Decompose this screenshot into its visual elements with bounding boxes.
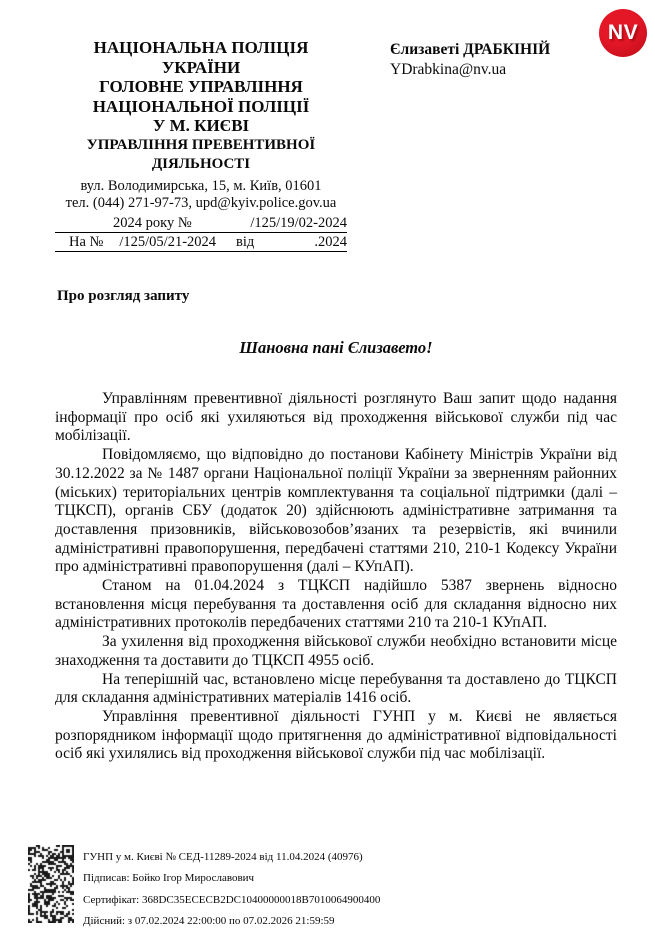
paragraph: На теперішній час, встановлено місце перебування та доставлено до ТЦКСП для складання адміністративних матеріалів 1416 осіб.	[55, 670, 617, 707]
outgoing-date-label: 2024 року №	[113, 214, 192, 231]
org-line: УКРАЇНИ	[161, 57, 241, 77]
paragraph: Повідомляємо, що відповідно до постанови Кабінету Міністрів України від 30.12.2022 за № 1487 органи Національної поліції України за зверненням районних (міських) територіальних центрів комплектування та соціальної підтримки (далі – ТЦКСП), органів СБУ (додаток 20) здійснюють адміністративне затримання та доставлення призовників, військовозобов’язаних та резервістів, які вчинили адміністративні правопорушення, передбачені статтями 210, 210-1 Кодексу України про адміністративні правопорушення (далі – КУпАП).	[55, 446, 617, 576]
org-line: НАЦІОНАЛЬНА ПОЛІЦІЯ	[93, 38, 309, 57]
org-line: НАЦІОНАЛЬНОЇ ПОЛІЦІЇ	[92, 96, 310, 116]
org-contact: тел. (044) 271-97-73, upd@kyiv.police.gov.ua	[65, 195, 337, 211]
recipient-block	[390, 40, 550, 80]
subject-line: Про розгляд запиту	[57, 288, 190, 304]
letter-body	[55, 390, 617, 764]
incoming-ref-line	[55, 233, 347, 252]
org-name-department	[55, 136, 347, 174]
letterhead	[55, 38, 347, 252]
org-address-block	[55, 178, 347, 213]
stamp-signer: Підписав: Бойко Ігор Мирославович	[83, 872, 255, 885]
nv-logo-text: NV	[607, 21, 639, 44]
nv-logo-icon	[599, 9, 647, 57]
outgoing-ref-line	[55, 214, 347, 233]
salutation: Шановна пані Єлизавето!	[239, 338, 433, 357]
paragraph: Управлінням превентивної діяльності розглянуто Ваш запит щодо надання інформації про осіб які ухиляються від проходження військової служби під час мобілізації.	[55, 390, 617, 445]
qr-code-icon	[28, 845, 74, 923]
incoming-ref-label: На №	[69, 233, 104, 250]
stamp-validity: Дійсний: з 07.02.2024 22:00:00 по 07.02.2026 21:59:59	[83, 914, 335, 927]
org-address: вул. Володимирська, 15, м. Київ, 01601	[80, 177, 322, 194]
incoming-ref-number: /125/05/21-2024	[119, 233, 217, 250]
paragraph: Станом на 01.04.2024 з ТЦКСП надійшло 5387 звернень відносно встановлення місця перебування та доставлення осіб для складання відносно них адміністративних протоколів передбачених статтями 210 та 210-1 КУпАП.	[55, 577, 617, 632]
incoming-date-year: .2024	[314, 233, 347, 250]
org-name-primary	[55, 38, 347, 136]
outgoing-ref-number: /125/19/02-2024	[250, 214, 347, 231]
stamp-doc-number: ГУНП у м. Києві № СЕД-11289-2024 від 11.04.2024 (40976)	[83, 851, 363, 863]
org-line: У М. КИЄВІ	[152, 116, 250, 135]
stamp-certificate: Сертифікат: 368DC35ECECB2DC10400000018B7010064900400	[83, 893, 381, 906]
paragraph: За ухилення від проходження військової служби необхідно встановити місце знаходження та доставити до ТЦКСП 4955 осіб.	[55, 633, 617, 669]
org-line: ГОЛОВНЕ УПРАВЛІННЯ	[99, 77, 303, 96]
org-line: УПРАВЛІННЯ ПРЕВЕНТИВНОЇ	[86, 136, 316, 153]
paragraph: Управління превентивної діяльності ГУНП у м. Києві не являється розпорядником інформації щодо притягнення до адміністративної відповідальності осіб які ухилялись від проходження військової служби під час мобілізації.	[55, 707, 617, 763]
recipient-name: Єлизаветі ДРАБКІНІЙ	[390, 41, 551, 58]
signature-stamp	[28, 845, 380, 932]
incoming-date-label: від	[236, 233, 255, 250]
recipient-email: YDrabkina@nv.ua	[390, 61, 507, 78]
signature-details	[83, 847, 380, 932]
reference-lines	[55, 214, 347, 252]
org-line: ДІЯЛЬНОСТІ	[151, 155, 251, 172]
